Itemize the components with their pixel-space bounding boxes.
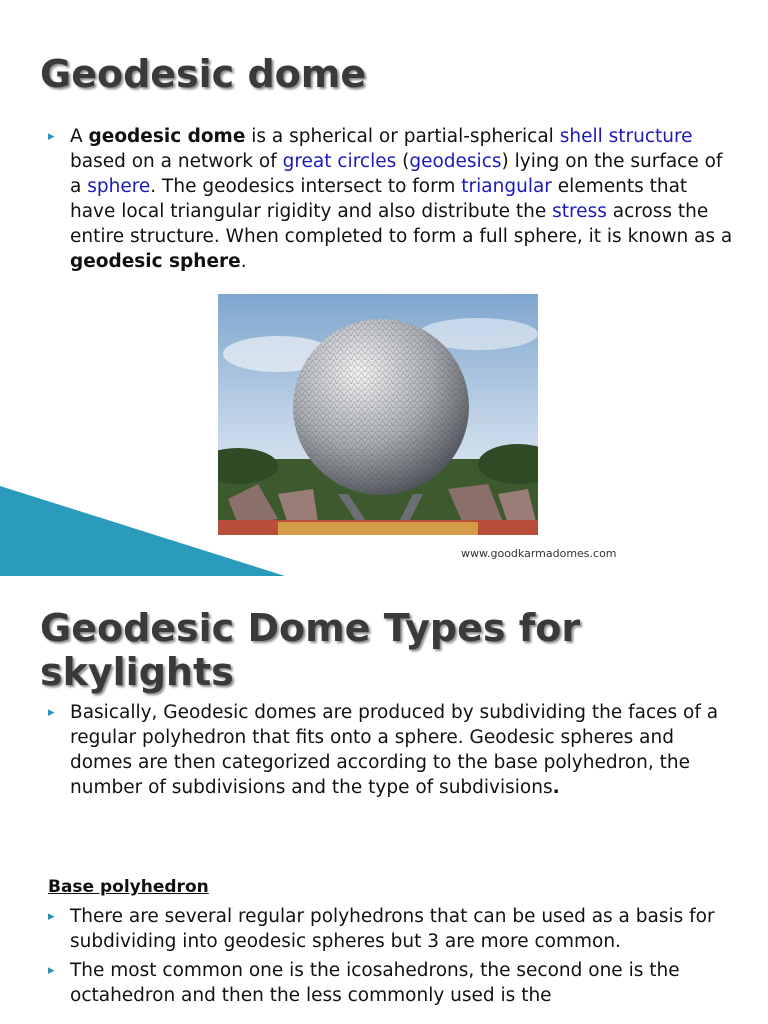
slide-title: Geodesic dome <box>40 52 367 96</box>
bullet-definition <box>48 124 738 274</box>
polyhedron-bullet-list <box>48 904 738 1008</box>
bullet-list <box>48 124 738 274</box>
section-heading-base-polyhedron: Base polyhedron <box>48 877 209 897</box>
slide-dome-types <box>0 576 768 1024</box>
slide-title: Geodesic Dome Types for skylights <box>40 606 581 694</box>
geodesic-dome-photo <box>218 294 538 535</box>
image-caption: www.goodkarmadomes.com <box>461 547 617 560</box>
bullet-item: ▸ The most common one is the icosahedrons, the second one is the octahedron and then the less commonly used is the <box>48 958 738 1008</box>
text: . <box>240 251 247 272</box>
text: elements that have local triangular rigidity and also distribute the <box>70 176 688 222</box>
link-geodesics[interactable]: geodesics <box>409 151 502 172</box>
link-stress[interactable]: stress <box>552 201 607 222</box>
link-great-circles[interactable]: great circles <box>282 151 397 172</box>
bullet-intro <box>48 700 738 800</box>
link-triangular[interactable]: triangular <box>461 176 552 197</box>
text: ( <box>396 151 410 172</box>
term-geodesic-sphere: geodesic sphere <box>70 251 241 272</box>
text: based on a network of <box>70 151 283 172</box>
link-sphere[interactable]: sphere <box>87 176 151 197</box>
text: ) lying on the surface of a <box>70 151 723 197</box>
text: Basically, Geodesic domes are produced by subdividing the faces of a regular polyhedron that fits onto a sphere. Geodesic spheres and domes are then categorized according to the base polyhedron, the number of subdivisions and the type of subdivisions <box>70 702 719 798</box>
link-shell-structure[interactable]: shell structure <box>559 126 693 147</box>
term-geodesic-dome: geodesic dome <box>88 126 246 147</box>
text: . The geodesics intersect to form <box>150 176 462 197</box>
intro-bullet-list <box>48 700 738 800</box>
text: is a spherical or partial-spherical <box>245 126 560 147</box>
text: . <box>552 777 560 798</box>
text: across the entire structure. When completed to form a full sphere, it is known as a <box>70 201 733 247</box>
bullet-item: ▸ There are several regular polyhedrons that can be used as a basis for subdividing into geodesic spheres but 3 are more common. <box>48 904 738 954</box>
text: A <box>70 126 89 147</box>
